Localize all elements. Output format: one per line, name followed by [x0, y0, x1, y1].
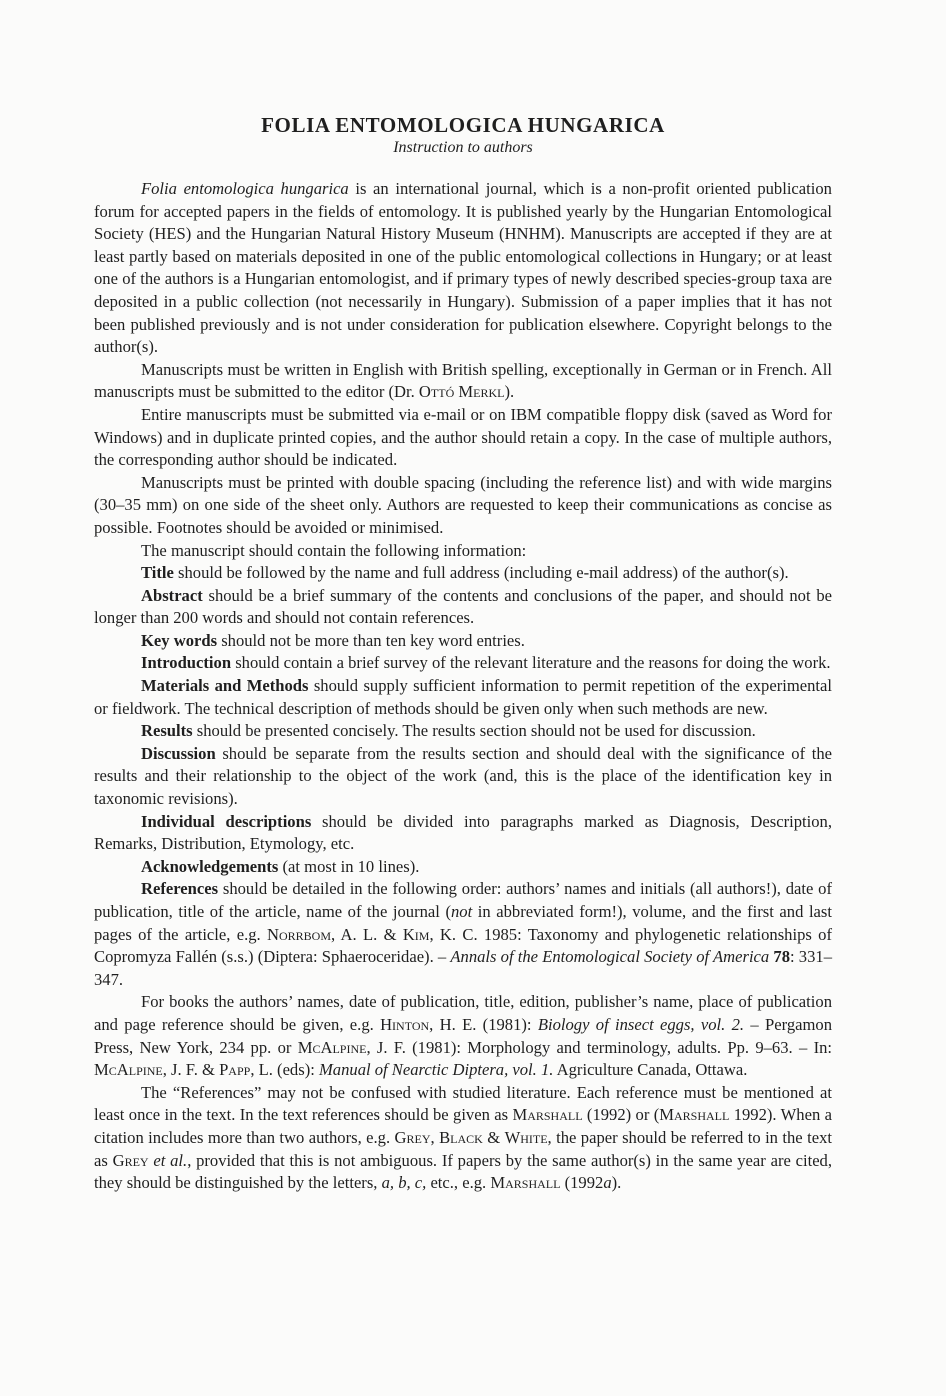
citations-paragraph: The “References” may not be confused with studied literature. Each reference must be mentioned at least once in the text. In the text references should be given as Marshall (1992) or (Marshall 1992). When a citation includes more than two authors, e.g. Grey, Black & White, the paper should be referred to in the text as Grey et al., provided that this is not ambiguous. If papers by the same author(s) in the same year are cited, they should be distinguished by the letters, a, b, c, etc., e.g. Marshall (1992a). — [94, 1082, 833, 1193]
section-results: Results should be presented concisely. The results section should not be used for discussion. — [141, 721, 756, 741]
journal-name: Folia entomologica hungarica — [141, 179, 349, 198]
submission-paragraph: Entire manuscripts must be submitted via e-mail or on IBM compatible floppy disk (saved as Word for Windows) and in duplicate printed copies, and the author should retain a copy. In the case of multiple authors, the corresponding author should be indicated. — [94, 404, 832, 470]
section-materials-methods: Materials and Methods should supply sufficient information to permit repetition of the experimental or fieldwork. The technical description of methods should be given only when such methods are new. — [94, 676, 832, 718]
language-paragraph: Manuscripts must be written in English with British spelling, exceptionally in German or in French. All manuscripts must be submitted to the editor (Dr. Ottó Merkl). — [94, 359, 832, 402]
section-title: Title should be followed by the name and full address (including e-mail address) of the author(s). — [141, 563, 789, 583]
section-acknowledgements: Acknowledgements (at most in 10 lines). — [141, 856, 420, 876]
references-paragraph: References should be detailed in the following order: authors’ names and initials (all authors!), date of publication, title of the article, name of the journal (not in abbreviated form!), volume, and the first and last pages of the article, e.g. Norrbom, A. L. & Kim, K. C. 1985: Taxonomy and phylogenetic relationships of Copromyza Fallén (s.s.) (Diptera: Sphaeroceridae). – Annals of the Entomological Society of America 78: 331–347. — [94, 879, 832, 989]
journal-title: FOLIA ENTOMOLOGICA HUNGARICA — [261, 113, 665, 137]
editor-name: Ottó Merkl — [418, 382, 505, 402]
intro-paragraph: Folia entomologica hungarica is an international journal, which is a non-profit oriented publication forum for accepted papers in the fields of entomology. It is published yearly by the Hungarian Entomological Society (HES) and the Hungarian Natural History Museum (HNHM). Manuscripts are accepted if they are at least partly based on materials deposited in one of the public entomological collections in Hungary; or at least one of the authors is a Hungarian entomologist, and if primary types of newly described species-group taxa are deposited in a public collection (not necessarily in Hungary). Submission of a paper implies that it has not been published previously and is not under consideration for publication elsewhere. Copyright belongs to the author(s). — [94, 179, 832, 357]
contain-intro-paragraph: The manuscript should contain the following information: — [141, 540, 527, 560]
section-individual-descriptions: Individual descriptions should be divided into paragraphs marked as Diagnosis, Description, Remarks, Distribution, Etymology, etc. — [94, 811, 832, 854]
document-body — [94, 112, 832, 1195]
section-key-words: Key words should not be more than ten key word entries. — [141, 630, 525, 650]
subtitle: Instruction to authors — [393, 139, 533, 156]
books-paragraph: For books the authors’ names, date of publication, title, edition, publisher’s name, place of publication and page reference should be given, e.g. Hinton, H. E. (1981): Biology of insect eggs, vol. 2. – Pergamon Press, New York, 234 pp. or McAlpine, J. F. (1981): Morphology and terminology, adults. Pp. 9–63. – In: McAlpine, J. F. & Papp, L. (eds): Manual of Nearctic Diptera, vol. 1. Agriculture Canada, Ottawa. — [94, 992, 832, 1080]
section-abstract: Abstract should be a brief summary of the contents and conclusions of the paper, and should not be longer than 200 words and should not contain references. — [94, 585, 832, 628]
spacing-paragraph: Manuscripts must be printed with double spacing (including the reference list) and with wide margins (30–35 mm) on one side of the sheet only. Authors are requested to keep their communications as concise as possible. Footnotes should be avoided or minimised. — [94, 472, 832, 537]
section-discussion: Discussion should be separate from the results section and should deal with the significance of the results and their relationship to the object of the work (and, this is the place of the identification key in taxonomic revisions). — [94, 743, 832, 809]
section-introduction: Introduction should contain a brief survey of the relevant literature and the reasons for doing the work. — [141, 653, 831, 673]
